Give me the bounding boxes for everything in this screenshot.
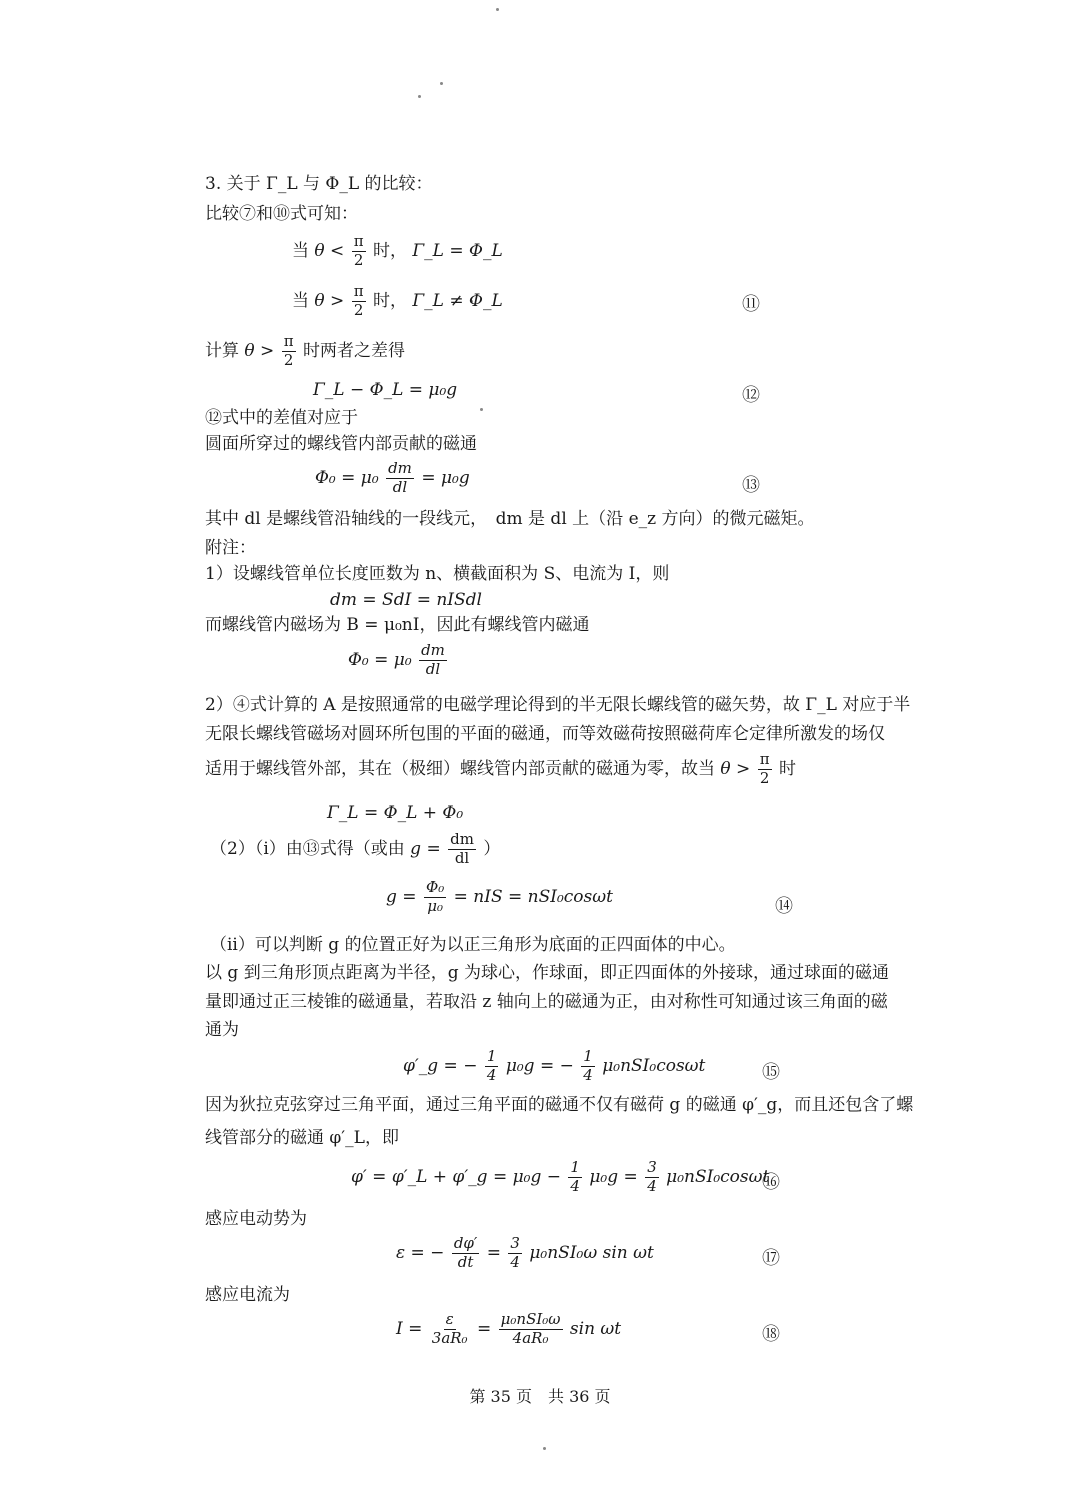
equation: Γ_L = Φ_L + Φ₀ — [327, 803, 464, 823]
math-line: 当 θ < $\frac{\pi}{2}$ 时， Γ_L = Φ_L — [292, 232, 503, 269]
fraction: $\frac{\pi}{2}$ — [353, 232, 364, 269]
equation: ε = − $\frac{d\varphi'}{dt}$ = $\frac{3}{4}$ μ₀nSI₀ω sin ωt — [396, 1234, 654, 1271]
text-line: 因为狄拉克弦穿过三角平面，通过三角平面的磁通不仅有磁荷 g 的磁通 φ′_g，而且还包含了螺 — [205, 1095, 914, 1115]
fraction: $\frac{\text{μ₀nSI₀ω}}{\text{4aR₀}}$ — [500, 1310, 561, 1347]
text-line: 2）④式计算的 A 是按照通常的电磁学理论得到的半无限长螺线管的磁矢势，故 Γ_L 对应于半 — [205, 695, 911, 715]
fraction: $\frac{\varepsilon}{\text{3aR₀}}$ — [431, 1310, 468, 1347]
text-line: 无限长螺线管磁场对圆环所包围的平面的磁通，而等效磁荷按照磁荷库仑定律所激发的场仅 — [205, 724, 885, 744]
text-line: 1）设螺线管单位长度匝数为 n、横截面积为 S、电流为 I，则 — [205, 564, 670, 584]
scan-speck — [480, 408, 483, 411]
fraction: $\frac{1}{4}$ — [570, 1158, 580, 1195]
fraction: $\frac{3}{4}$ — [510, 1234, 520, 1271]
equation-number: ⑰ — [762, 1248, 780, 1269]
scan-speck — [418, 95, 421, 98]
equation: φ′ = φ′_L + φ′_g = μ₀g − $\frac{1}{4}$ μ₀g = $\frac{3}{4}$ μ₀nSI₀cosωt — [351, 1158, 770, 1195]
scan-speck — [543, 1447, 546, 1450]
equation: Φ₀ = μ₀ $\frac{dm}{dl}$ = μ₀g — [315, 459, 470, 496]
math-line: 适用于螺线管外部，其在（极细）螺线管内部贡献的磁通为零，故当 θ > $\frac{\pi}{2}$ 时 — [205, 750, 796, 787]
equation-number: ⑪ — [742, 294, 760, 315]
fraction: $\frac{\pi}{2}$ — [759, 750, 770, 787]
fraction: $\frac{\pi}{2}$ — [353, 282, 364, 319]
fraction: $\frac{1}{4}$ — [486, 1047, 497, 1084]
text-line: 以 g 到三角形顶点距离为半径，g 为球心，作球面，即正四面体的外接球，通过球面的磁通 — [205, 963, 889, 983]
text-line: 线管部分的磁通 φ′_L，即 — [205, 1128, 399, 1148]
text-line: 通为 — [205, 1020, 239, 1040]
scan-speck — [496, 8, 499, 11]
text-line: （ii）可以判断 g 的位置正好为以正三角形为底面的正四面体的中心。 — [210, 935, 736, 955]
math-line: （2）（i）由⑬式得（或由 g = $\frac{dm}{dl}$ ） — [210, 830, 501, 867]
fraction: $\frac{1}{4}$ — [583, 1047, 593, 1084]
scan-speck — [440, 82, 443, 85]
fraction: $\frac{\text{Φ₀}}{\text{μ₀}}$ — [425, 878, 445, 915]
fraction: $\frac{3}{4}$ — [647, 1158, 657, 1195]
fraction: $\frac{dm}{dl}$ — [388, 459, 412, 496]
section-heading: 3. 关于 Γ_L 与 Φ_L 的比较： — [205, 174, 433, 194]
fraction: $\frac{dm}{dl}$ — [421, 641, 445, 678]
equation-number: ⑯ — [762, 1172, 780, 1193]
text-line: 量即通过正三棱锥的磁通量，若取沿 z 轴向上的磁通为正，由对称性可知通过该三角面的磁 — [205, 992, 888, 1012]
equation: φ′_g = − $\frac{1}{4}$ μ₀g = − $\frac{1}{4}$ μ₀nSI₀cosωt — [403, 1047, 706, 1084]
equation: g = $\frac{\text{Φ₀}}{\text{μ₀}}$ = nIS = nSI₀cosωt — [386, 878, 613, 915]
text-line: 圆面所穿过的螺线管内部贡献的磁通 — [205, 434, 477, 454]
text-line: 感应电流为 — [205, 1285, 290, 1305]
equation: Φ₀ = μ₀ $\frac{dm}{dl}$ — [348, 641, 445, 678]
equation-number: ⑫ — [742, 385, 760, 406]
text-line: ⑫式中的差值对应于 — [205, 408, 358, 428]
text-line: 感应电动势为 — [205, 1209, 307, 1229]
equation-number: ⑭ — [775, 896, 793, 917]
equation: dm = SdI = nISdl — [330, 590, 482, 610]
equation: I = $\frac{\varepsilon}{\text{3aR₀}}$ = $\frac{\text{μ₀nSI₀ω}}{\text{4aR₀}}$ sin ωt — [396, 1310, 622, 1347]
equation: Γ_L − Φ_L = μ₀g — [313, 380, 458, 400]
fraction: $\frac{d\varphi'}{dt}$ — [453, 1234, 478, 1271]
text-line: 其中 dl 是螺线管沿轴线的一段线元， dm 是 dl 上（沿 e_z 方向）的微元磁矩。 — [205, 509, 815, 529]
text-line: 附注： — [205, 538, 256, 558]
fraction: $\frac{dm}{dl}$ — [450, 830, 474, 867]
math-line: 当 θ > $\frac{\pi}{2}$ 时， Γ_L ≠ Φ_L — [292, 282, 503, 319]
text-line: 而螺线管内磁场为 B = μ₀nI，因此有螺线管内磁通 — [205, 615, 590, 635]
page-footer: 第 35 页 共 36 页 — [469, 1387, 611, 1406]
equation-number: ⑮ — [762, 1062, 780, 1083]
math-line: 计算 θ > $\frac{\pi}{2}$ 时两者之差得 — [205, 332, 405, 369]
equation-number: ⑱ — [762, 1324, 780, 1345]
text-line: 比较⑦和⑩式可知： — [205, 204, 358, 224]
equation-number: ⑬ — [742, 475, 760, 496]
fraction: $\frac{\pi}{2}$ — [283, 332, 294, 369]
